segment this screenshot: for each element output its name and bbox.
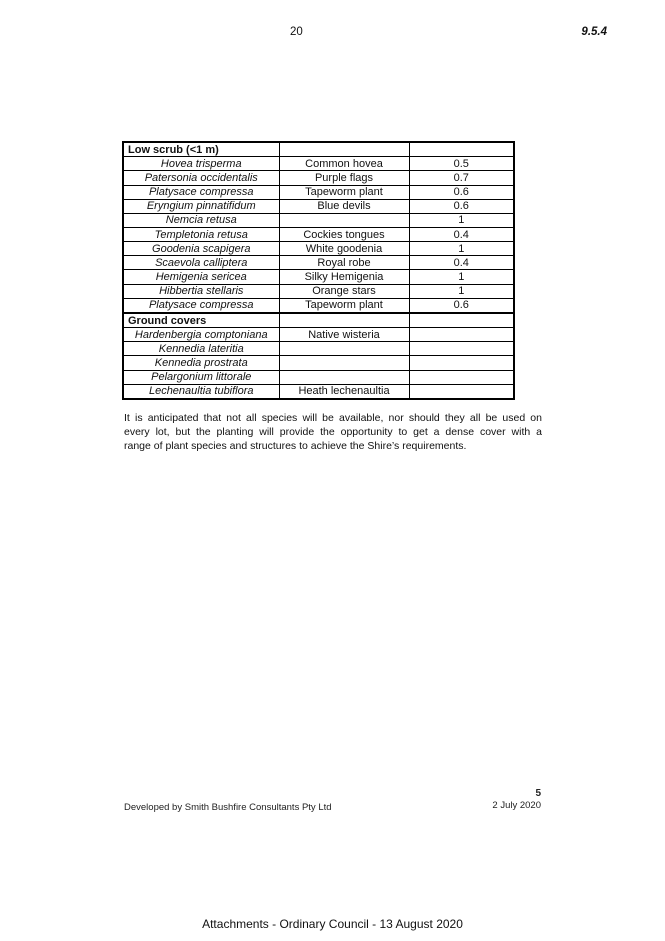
table-row — [123, 356, 514, 370]
cell-common-name — [279, 142, 409, 157]
cell-species: Patersonia occidentalis — [123, 171, 279, 185]
cell-value: 1 — [409, 213, 514, 227]
paragraph-line: It is anticipated that not all species will be available, nor should they all be used on — [124, 412, 542, 424]
table-row — [123, 185, 514, 199]
table-row — [123, 213, 514, 227]
cell-species: Platysace compressa — [123, 298, 279, 312]
cell-value: 1 — [409, 270, 514, 284]
table-section-header-row — [123, 313, 514, 327]
attachments-footer-line: Attachments - Ordinary Council - 13 August 2020 — [202, 917, 463, 931]
cell-common-name: Common hovea — [279, 157, 409, 171]
cell-species: Templetonia retusa — [123, 227, 279, 241]
table-row — [123, 370, 514, 384]
cell-common-name: White goodenia — [279, 242, 409, 256]
cell-common-name: Purple flags — [279, 171, 409, 185]
table-row — [123, 199, 514, 213]
cell-common-name: Tapeworm plant — [279, 185, 409, 199]
table-row — [123, 171, 514, 185]
page-number-top: 20 — [290, 26, 303, 38]
cell-common-name: Silky Hemigenia — [279, 270, 409, 284]
cell-value — [409, 313, 514, 327]
table-row — [123, 342, 514, 356]
table-row — [123, 384, 514, 399]
cell-species: Goodenia scapigera — [123, 242, 279, 256]
table-row — [123, 242, 514, 256]
cell-value: 1 — [409, 242, 514, 256]
paragraph-line: every lot, but the planting will provide the opportunity to get a dense cover with a — [124, 426, 542, 438]
table-row — [123, 157, 514, 171]
footer-right-block — [492, 788, 541, 812]
cell-value — [409, 356, 514, 370]
cell-value: 0.6 — [409, 185, 514, 199]
footer-developed-by: Developed by Smith Bushfire Consultants Pty Ltd — [124, 802, 332, 813]
cell-species: Hovea trisperma — [123, 157, 279, 171]
section-header-cell: Ground covers — [123, 313, 279, 327]
footer-page-number: 5 — [535, 788, 541, 799]
cell-value — [409, 370, 514, 384]
cell-value — [409, 342, 514, 356]
table-section-header-row — [123, 142, 514, 157]
cell-common-name: Heath lechenaultia — [279, 384, 409, 399]
cell-species: Kennedia prostrata — [123, 356, 279, 370]
cell-species: Platysace compressa — [123, 185, 279, 199]
cell-species: Lechenaultia tubiflora — [123, 384, 279, 399]
cell-value: 0.4 — [409, 227, 514, 241]
cell-common-name — [279, 370, 409, 384]
cell-species: Hardenbergia comptoniana — [123, 328, 279, 342]
plant-species-table — [122, 141, 515, 400]
cell-common-name: Tapeworm plant — [279, 298, 409, 312]
cell-value: 1 — [409, 284, 514, 298]
cell-value: 0.4 — [409, 256, 514, 270]
body-paragraph — [124, 411, 542, 453]
cell-species: Nemcia retusa — [123, 213, 279, 227]
cell-species: Eryngium pinnatifidum — [123, 199, 279, 213]
cell-value: 0.6 — [409, 199, 514, 213]
cell-value — [409, 142, 514, 157]
table-row — [123, 284, 514, 298]
table-row — [123, 256, 514, 270]
cell-value: 0.7 — [409, 171, 514, 185]
section-header-cell: Low scrub (<1 m) — [123, 142, 279, 157]
cell-common-name — [279, 213, 409, 227]
cell-common-name: Royal robe — [279, 256, 409, 270]
footer-date: 2 July 2020 — [492, 800, 541, 811]
cell-species: Hemigenia sericea — [123, 270, 279, 284]
cell-species: Scaevola calliptera — [123, 256, 279, 270]
cell-common-name — [279, 356, 409, 370]
table-row — [123, 270, 514, 284]
cell-common-name — [279, 342, 409, 356]
cell-value — [409, 384, 514, 399]
table-row — [123, 328, 514, 342]
cell-species: Pelargonium littorale — [123, 370, 279, 384]
cell-species: Kennedia lateritia — [123, 342, 279, 356]
table-row — [123, 227, 514, 241]
cell-common-name — [279, 313, 409, 327]
cell-common-name: Blue devils — [279, 199, 409, 213]
paragraph-line: range of plant species and structures to achieve the Shire’s requirements. — [124, 440, 467, 452]
agenda-item-number: 9.5.4 — [581, 26, 607, 38]
cell-common-name: Orange stars — [279, 284, 409, 298]
cell-value — [409, 328, 514, 342]
cell-common-name: Cockies tongues — [279, 227, 409, 241]
cell-species: Hibbertia stellaris — [123, 284, 279, 298]
table-row — [123, 298, 514, 312]
cell-value: 0.5 — [409, 157, 514, 171]
cell-common-name: Native wisteria — [279, 328, 409, 342]
cell-value: 0.6 — [409, 298, 514, 312]
